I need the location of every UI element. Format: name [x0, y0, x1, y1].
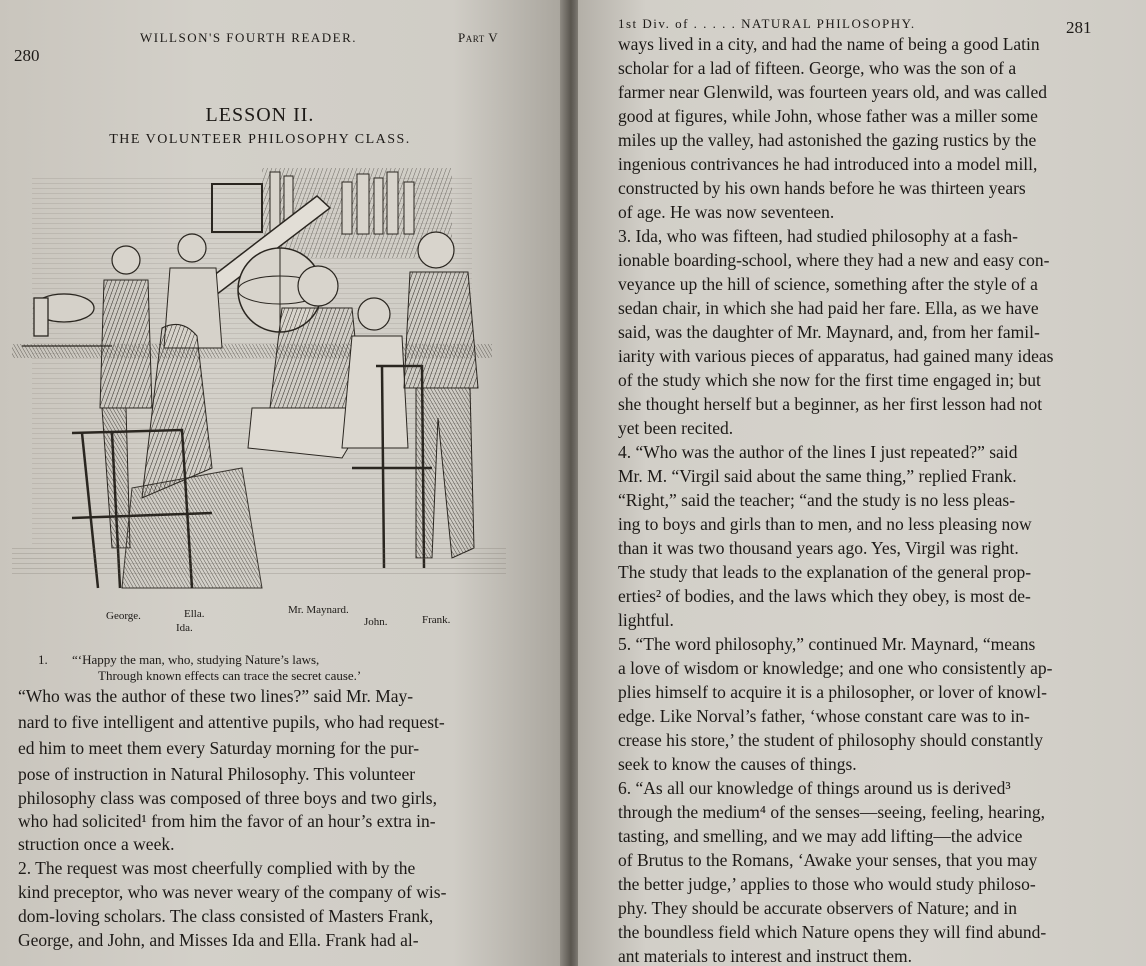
text-line: yet been recited. — [618, 418, 734, 438]
text-line: the boundless field which Nature opens they will find abund- — [618, 922, 1047, 942]
text-line: ingenious contrivances he had introduced into a model mill, — [618, 154, 1038, 174]
text-line: 3. Ida, who was fifteen, had studied philosophy at a fash- — [618, 226, 1018, 246]
running-head-left: WILLSON'S FOURTH READER. — [140, 30, 358, 45]
text-line: seek to know the causes of things. — [618, 754, 857, 774]
text-line: plies himself to acquire it is a philosopher, or lover of knowl- — [618, 682, 1047, 702]
text-line: nard to five intelligent and attentive pupils, who had request- — [18, 712, 445, 732]
text-line: miles up the valley, had astonished the gazing rustics by the — [618, 130, 1037, 150]
text-line: ionable boarding-school, where they had a new and easy con- — [618, 250, 1050, 270]
engraving-illustration — [12, 168, 506, 596]
page-number-left: 280 — [14, 46, 40, 65]
text-line: crease his store,’ the student of philosophy should constantly — [618, 730, 1043, 750]
text-line: good at figures, while John, whose father was a miller some — [618, 106, 1038, 126]
text-line: pose of instruction in Natural Philosophy. This volunteer — [18, 764, 416, 784]
text-line: Mr. M. “Virgil said about the same thing,” replied Frank. — [618, 466, 1017, 486]
left-page — [0, 0, 566, 966]
text-line: of age. He was now seventeen. — [618, 202, 835, 222]
text-line: who had solicited¹ from him the favor of an hour’s extra in- — [18, 811, 436, 831]
caption-george: George. — [106, 610, 141, 622]
caption-frank: Frank. — [422, 614, 451, 626]
text-line: 2. The request was most cheerfully complied with by the — [18, 858, 416, 878]
text-line: edge. Like Norval’s father, ‘whose constant care was to in- — [618, 706, 1030, 726]
text-line: said, was the daughter of Mr. Maynard, and, from her famil- — [618, 322, 1040, 342]
text-line: constructed by his own hands before he was thirteen years — [618, 178, 1026, 198]
text-line: lightful. — [618, 610, 674, 630]
text-line: struction once a week. — [18, 834, 175, 854]
text-line: iarity with various pieces of apparatus, had gained many ideas — [618, 346, 1054, 366]
caption-ella: Ella. — [184, 608, 205, 620]
text-line: of the study which she now for the first time engaged in; but — [618, 370, 1041, 390]
text-line: erties² of bodies, and the laws which they obey, is most de- — [618, 586, 1031, 606]
text-line: through the medium⁴ of the senses—seeing, feeling, hearing, — [618, 802, 1045, 822]
text-line: “Right,” said the teacher; “and the study is no less pleas- — [618, 490, 1016, 510]
text-line: farmer near Glenwild, was fourteen years old, and was called — [618, 82, 1048, 102]
text-line: of Brutus to the Romans, ‘Awake your senses, that you may — [618, 850, 1038, 870]
text-line: than it was two thousand years ago. Yes, Virgil was right. — [618, 538, 1019, 558]
text-line: scholar for a lad of fifteen. George, who was the son of a — [618, 58, 1017, 78]
text-line: The study that leads to the explanation of the general prop- — [618, 562, 1032, 582]
text-line: ed him to meet them every Saturday morning for the pur- — [18, 738, 420, 758]
text-line: ing to boys and girls than to men, and no less pleasing now — [618, 514, 1032, 534]
text-line: kind preceptor, who was never weary of the company of wis- — [18, 882, 447, 902]
text-line: ways lived in a city, and had the name of being a good Latin — [618, 34, 1040, 54]
text-line: tasting, and smelling, and we may add lifting—the advice — [618, 826, 1023, 846]
text-line: 4. “Who was the author of the lines I just repeated?” said — [618, 442, 1018, 462]
text-line: 5. “The word philosophy,” continued Mr. Maynard, “means — [618, 634, 1036, 654]
text-line: philosophy class was composed of three boys and two girls, — [18, 788, 437, 808]
text-line: ant materials to interest and instruct them. — [618, 946, 913, 966]
running-head-right: 1st Div. of . . . . . NATURAL PHILOSOPHY. — [618, 16, 916, 31]
verse-number: 1. — [38, 652, 48, 667]
text-line: veyance up the hill of science, something after the style of a — [618, 274, 1038, 294]
verse-line-2: Through known effects can trace the secret cause.’ — [98, 668, 362, 683]
text-line: sedan chair, in which she had paid her fare. Ella, as we have — [618, 298, 1039, 318]
lesson-title: LESSON II. — [205, 104, 315, 126]
caption-ida: Ida. — [176, 622, 193, 634]
part-label: Part V — [458, 30, 499, 45]
text-line: 6. “As all our knowledge of things around us is derived³ — [618, 778, 1011, 798]
text-line: she thought herself but a beginner, as her first lesson had not — [618, 394, 1043, 414]
text-line: dom-loving scholars. The class consisted of Masters Frank, — [18, 906, 434, 926]
text-line: phy. They should be accurate observers of Nature; and in — [618, 898, 1017, 918]
lesson-subtitle: THE VOLUNTEER PHILOSOPHY CLASS. — [109, 132, 411, 147]
text-line: the better judge,’ applies to those who would study philoso- — [618, 874, 1036, 894]
caption-mr-maynard: Mr. Maynard. — [288, 604, 349, 616]
right-page — [578, 0, 1146, 966]
caption-john: John. — [364, 616, 388, 628]
text-line: “Who was the author of these two lines?” said Mr. May- — [18, 686, 414, 706]
page-number-right: 281 — [1066, 18, 1092, 37]
text-line: George, and John, and Misses Ida and Ella. Frank had al- — [18, 930, 419, 950]
verse-line-1: “‘Happy the man, who, studying Nature’s laws, — [72, 652, 320, 667]
text-line: a love of wisdom or knowledge; and one who consistently ap- — [618, 658, 1053, 678]
